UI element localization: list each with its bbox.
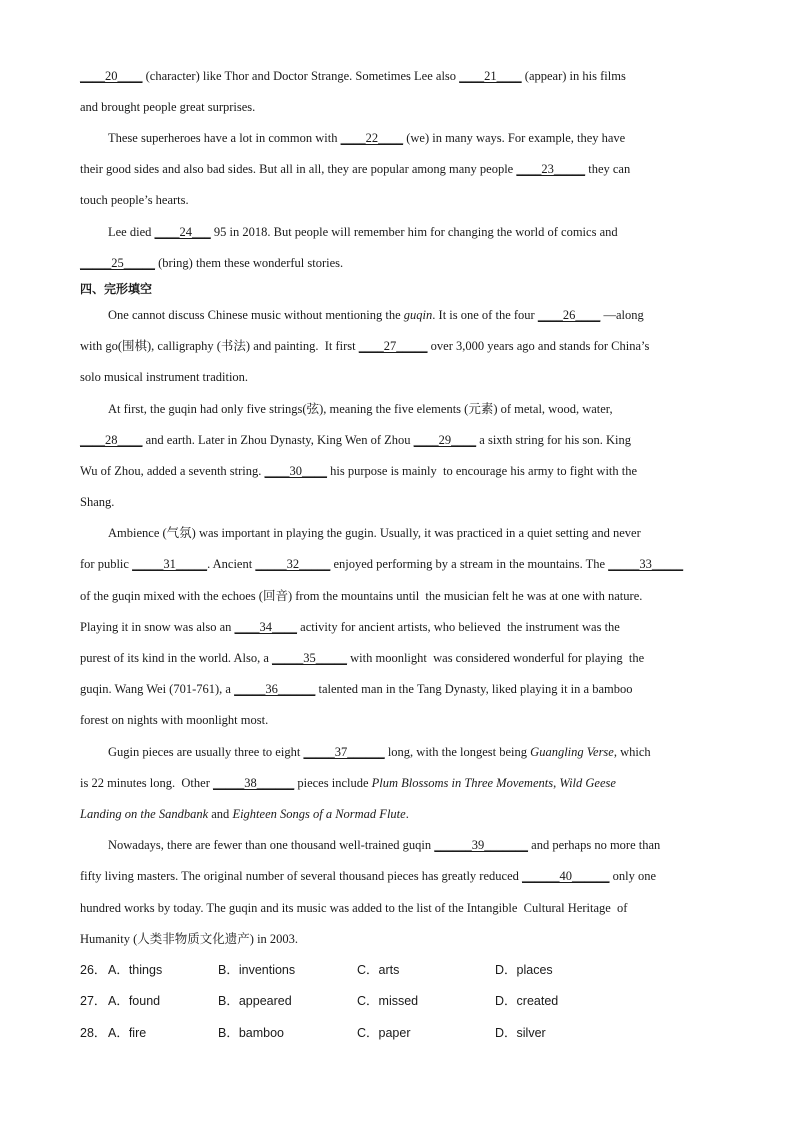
passage2-line bbox=[80, 432, 631, 448]
blank-31: _____31_____ bbox=[132, 557, 208, 571]
italic-term: guqin bbox=[403, 308, 433, 322]
blank-30: ____30____ bbox=[264, 464, 328, 478]
option-d[interactable]: D．silver bbox=[495, 1026, 546, 1040]
text: One cannot discuss Chinese music without mentioning the bbox=[108, 308, 404, 322]
text: (appear) in his films bbox=[521, 69, 626, 83]
passage2-line: of the guqin mixed with the echoes (回音) from the mountains until the musician felt he was at one with nature. bbox=[80, 589, 643, 603]
text: Lee died bbox=[108, 225, 155, 239]
question-number: 27． bbox=[80, 994, 107, 1008]
passage2-line bbox=[108, 744, 651, 760]
text: 95 in 2018. But people will remember him for changing the world of comics and bbox=[210, 225, 618, 239]
text: and perhaps no more than bbox=[528, 838, 661, 852]
text: and earth. Later in Zhou Dynasty, King Wen of Zhou bbox=[142, 433, 414, 447]
option-d[interactable]: D．places bbox=[495, 963, 553, 977]
blank-27: ____27_____ bbox=[358, 339, 428, 353]
text: fifty living masters. The original number of several thousand pieces has greatly reduced bbox=[80, 869, 522, 883]
blank-34: ____34____ bbox=[234, 620, 298, 634]
text: Wu of Zhou, added a seventh string. bbox=[80, 464, 265, 478]
passage2-line: Shang. bbox=[80, 495, 115, 509]
italic-title: Plum Blossoms in Three Movements bbox=[371, 776, 554, 790]
text: long, with the longest being bbox=[384, 745, 531, 759]
blank-20: ____20____ bbox=[80, 69, 143, 83]
text: Playing it in snow was also an bbox=[80, 620, 235, 634]
passage2-line bbox=[80, 775, 616, 791]
text: with moonlight was considered wonderful for playing the bbox=[347, 651, 645, 665]
option-a[interactable]: A．things bbox=[108, 963, 163, 977]
blank-38: _____38______ bbox=[212, 776, 295, 790]
passage2-line bbox=[80, 806, 409, 822]
passage2-line bbox=[80, 463, 637, 479]
text: they can bbox=[585, 162, 631, 176]
text: (bring) them these wonderful stories. bbox=[155, 256, 344, 270]
text: (we) in many ways. For example, they have bbox=[403, 131, 626, 145]
option-b[interactable]: B．appeared bbox=[218, 994, 292, 1008]
passage1-line bbox=[108, 130, 625, 146]
blank-36: _____36______ bbox=[234, 682, 316, 696]
text: a sixth string for his son. King bbox=[476, 433, 632, 447]
passage2-line bbox=[80, 868, 656, 884]
blank-21: ____21____ bbox=[459, 69, 522, 83]
text: Nowadays, there are fewer than one thousand well-trained guqin bbox=[108, 838, 435, 852]
passage2-line: hundred works by today. The guqin and its music was added to the list of the Intangible Cultural Heritage of bbox=[80, 901, 628, 915]
passage2-line: forest on nights with moonlight most. bbox=[80, 713, 269, 727]
question-number: 28． bbox=[80, 1026, 107, 1040]
passage2-line bbox=[80, 619, 620, 635]
blank-33: _____33_____ bbox=[608, 557, 684, 571]
option-b[interactable]: B．inventions bbox=[218, 963, 296, 977]
blank-29: ____29____ bbox=[413, 433, 477, 447]
blank-24: ____24___ bbox=[154, 225, 211, 239]
blank-39: ______39_______ bbox=[434, 838, 529, 852]
passage2-line bbox=[80, 681, 632, 697]
text: guqin. Wang Wei (701-761), a bbox=[80, 682, 235, 696]
option-d[interactable]: D．created bbox=[495, 994, 559, 1008]
passage2-line: At first, the guqin had only five strings(弦), meaning the five elements (元素) of metal, wood, water, bbox=[108, 402, 613, 416]
blank-40: ______40______ bbox=[522, 869, 610, 883]
blank-26: ____26____ bbox=[537, 308, 601, 322]
italic-title: Eighteen Songs of a Normad Flute bbox=[232, 807, 406, 821]
passage2-line bbox=[80, 650, 644, 666]
question-number: 26． bbox=[80, 963, 107, 977]
passage1-line: and brought people great surprises. bbox=[80, 100, 256, 114]
blank-32: _____32_____ bbox=[255, 557, 331, 571]
text: (character) like Thor and Doctor Strange. Sometimes Lee also bbox=[142, 69, 460, 83]
passage1-line: touch people’s hearts. bbox=[80, 193, 189, 207]
text: only one bbox=[609, 869, 657, 883]
text: activity for ancient artists, who believed the instrument was the bbox=[297, 620, 620, 634]
text: These superheroes have a lot in common with bbox=[108, 131, 341, 145]
passage1-line bbox=[80, 161, 630, 177]
passage2-line: Ambience (气氛) was important in playing the gugin. Usually, it was practiced in a quiet setting and never bbox=[108, 526, 641, 540]
text: . It is one of the four bbox=[432, 308, 538, 322]
passage2-line: Humanity (人类非物质文化遗产) in 2003. bbox=[80, 932, 299, 946]
italic-title: Wild Geese bbox=[559, 776, 616, 790]
text: , which bbox=[613, 745, 651, 759]
text: their good sides and also bad sides. But all in all, they are popular among many people bbox=[80, 162, 517, 176]
option-c[interactable]: C．missed bbox=[357, 994, 419, 1008]
option-b[interactable]: B．bamboo bbox=[218, 1026, 285, 1040]
blank-23: ____23_____ bbox=[516, 162, 586, 176]
text: purest of its kind in the world. Also, a bbox=[80, 651, 272, 665]
blank-25: _____25_____ bbox=[80, 256, 155, 270]
text: Gugin pieces are usually three to eight bbox=[108, 745, 304, 759]
option-a[interactable]: A．found bbox=[108, 994, 161, 1008]
text: and bbox=[208, 807, 233, 821]
text: . Ancient bbox=[207, 557, 256, 571]
option-a[interactable]: A．fire bbox=[108, 1026, 147, 1040]
blank-35: _____35_____ bbox=[272, 651, 347, 665]
text: his purpose is mainly to encourage his army to fight with the bbox=[327, 464, 638, 478]
text: with go(围棋), calligraphy (书法) and painting. It first bbox=[80, 339, 359, 353]
passage2-line bbox=[108, 307, 644, 323]
text: enjoyed performing by a stream in the mountains. The bbox=[330, 557, 609, 571]
passage1-line bbox=[80, 68, 626, 84]
text: —along bbox=[600, 308, 644, 322]
italic-title: Landing on the Sandbank bbox=[80, 807, 209, 821]
italic-title: Guangling Verse bbox=[530, 745, 614, 759]
text: for public bbox=[80, 557, 133, 571]
blank-22: ____22____ bbox=[340, 131, 404, 145]
text: , bbox=[553, 776, 560, 790]
blank-28: ____28____ bbox=[80, 433, 143, 447]
text: is 22 minutes long. Other bbox=[80, 776, 213, 790]
option-c[interactable]: C．paper bbox=[357, 1026, 411, 1040]
text: pieces include bbox=[294, 776, 372, 790]
option-c[interactable]: C．arts bbox=[357, 963, 400, 977]
text: over 3,000 years ago and stands for China’s bbox=[427, 339, 650, 353]
passage1-line bbox=[80, 255, 343, 271]
text: talented man in the Tang Dynasty, liked playing it in a bamboo bbox=[315, 682, 633, 696]
blank-37: _____37______ bbox=[303, 745, 385, 759]
passage2-line: solo musical instrument tradition. bbox=[80, 370, 249, 384]
passage2-line bbox=[80, 338, 649, 354]
text: . bbox=[405, 807, 409, 821]
section-heading: 四、完形填空 bbox=[80, 282, 153, 296]
passage2-line bbox=[108, 837, 660, 853]
passage2-line bbox=[80, 556, 683, 572]
passage1-line bbox=[108, 224, 618, 240]
